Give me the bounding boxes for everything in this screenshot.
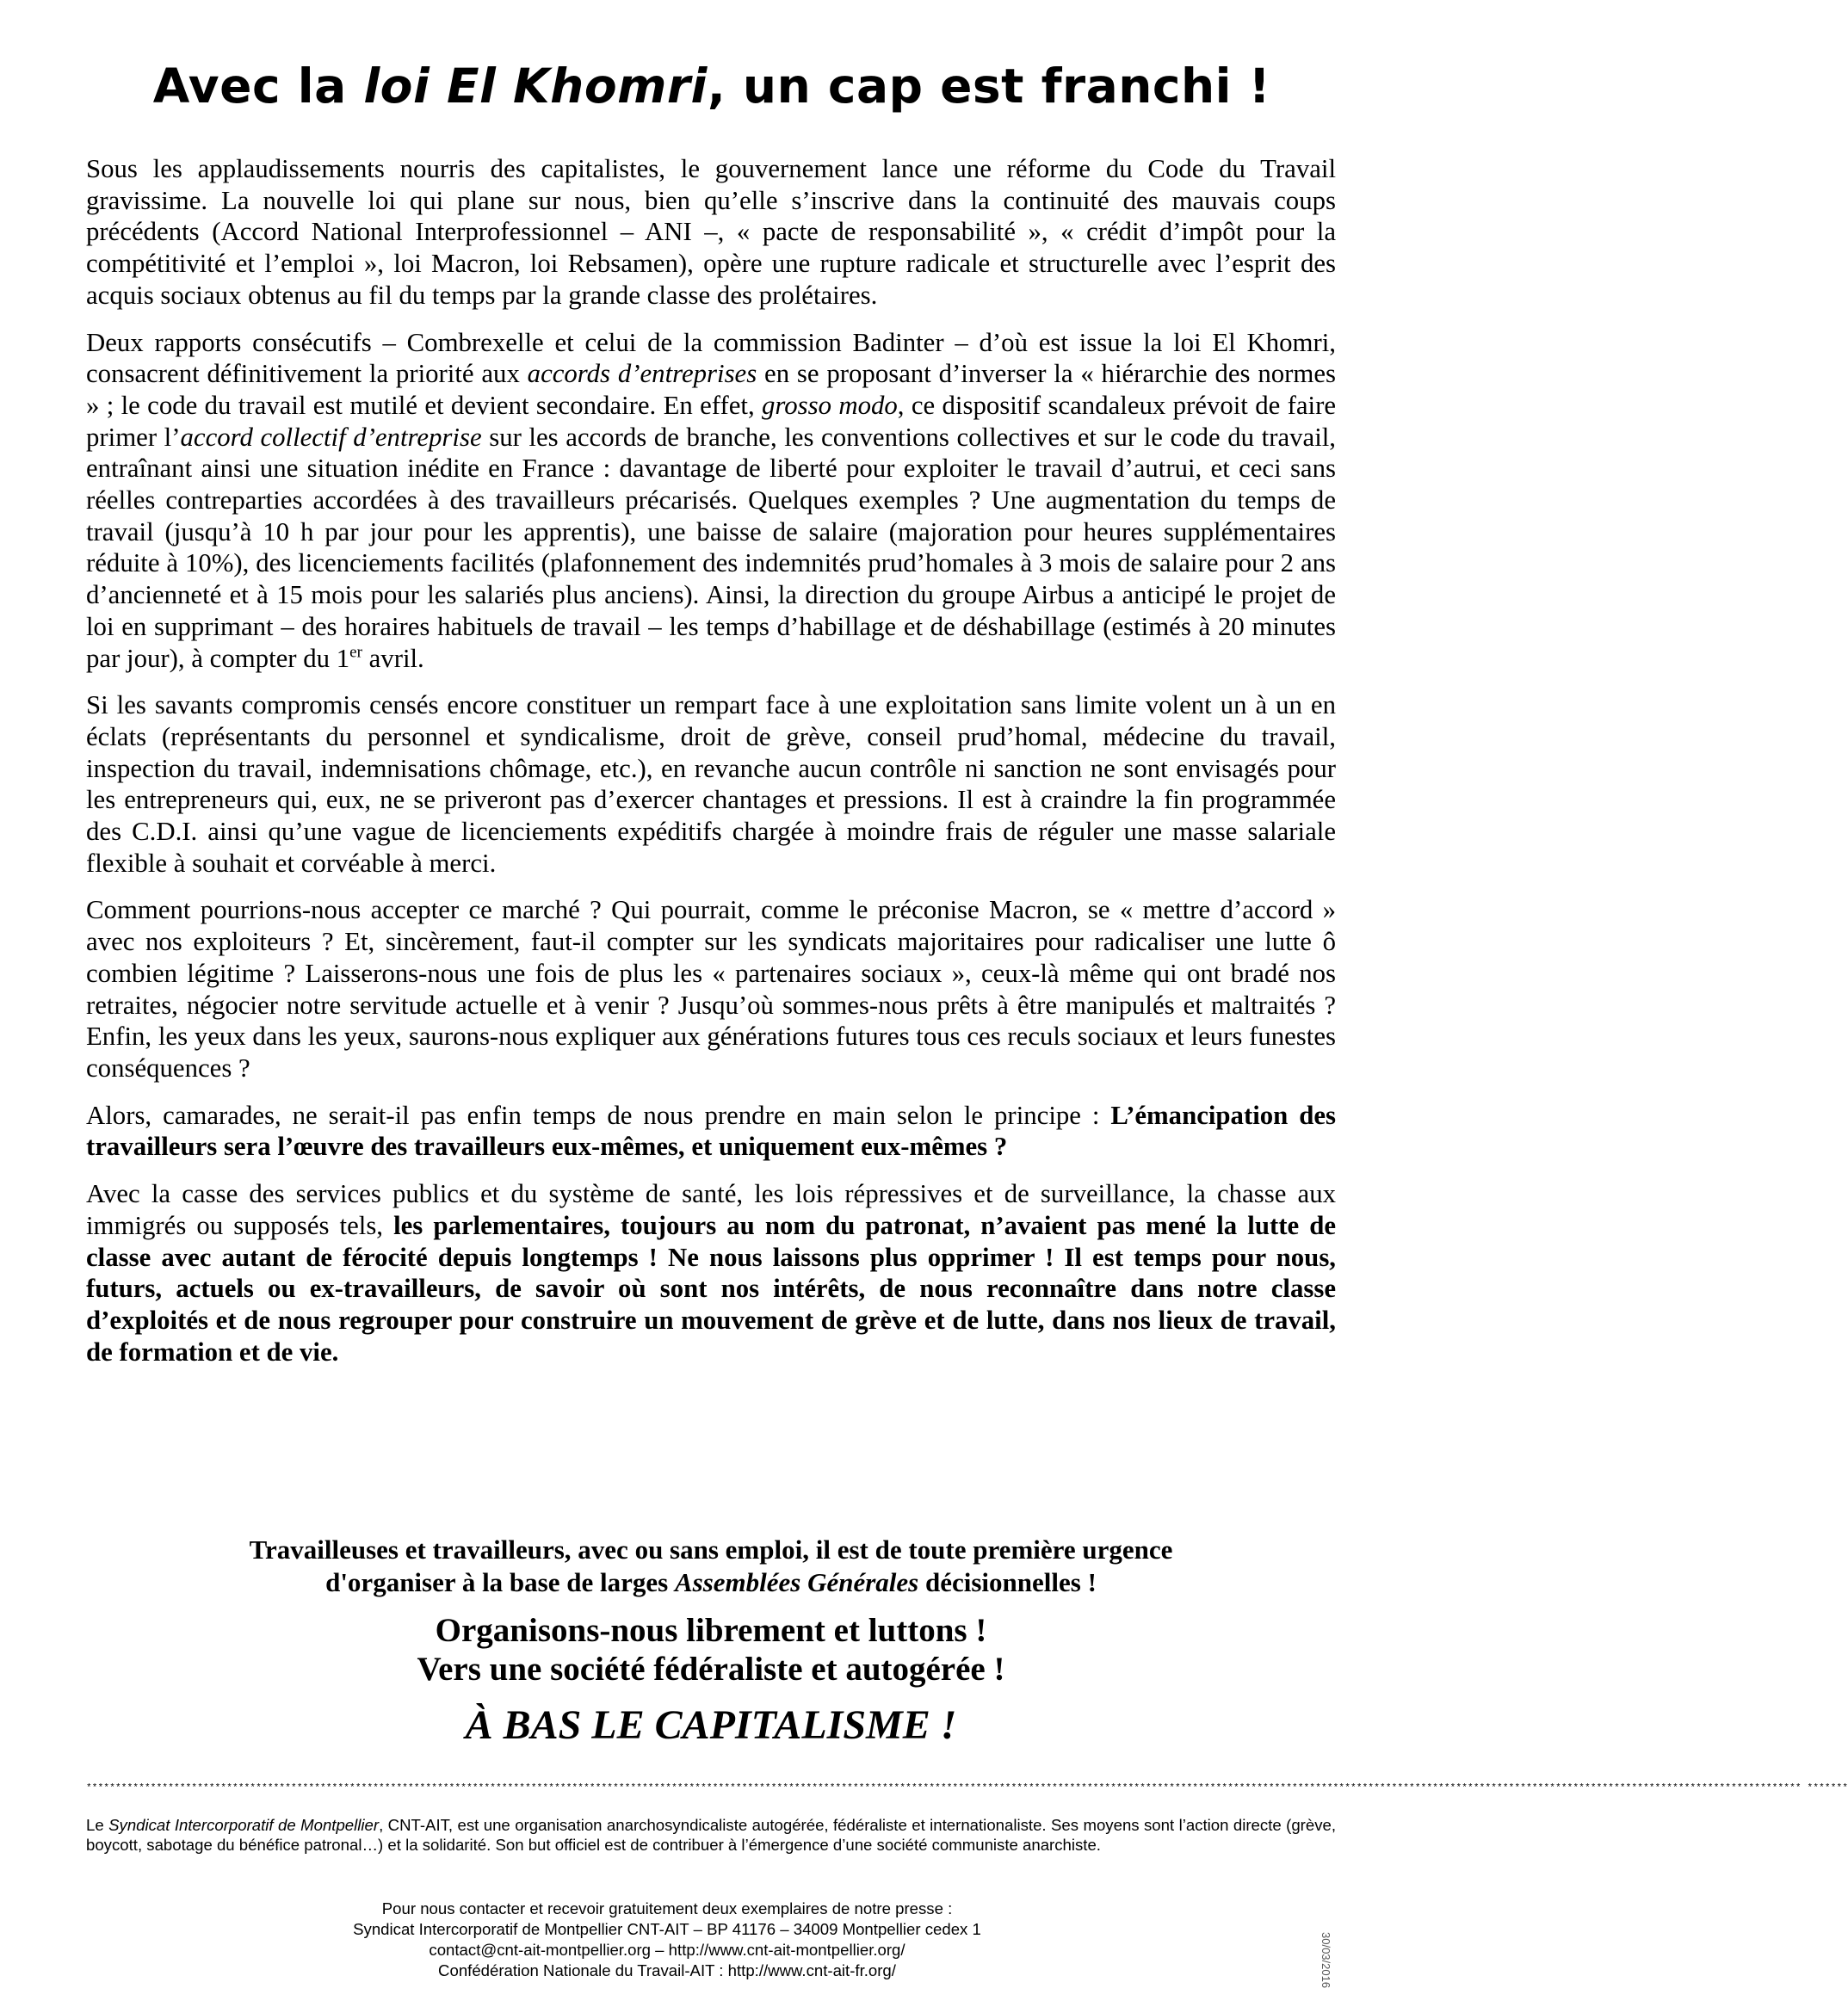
contact-line-1: Pour nous contacter et recevoir gratuitement deux exemplaires de notre presse : [381,1899,953,1917]
call-line-2-a: d'organiser à la base de larges [325,1567,675,1597]
paragraph-6-text: Avec la casse des services publics et du système de santé, les lois répressives et de surveillance, la chasse aux immigrés ou supposés tels, [86,1179,1336,1240]
paragraph-2-emphasis-2: grosso modo [762,390,898,420]
about-emphasis: Syndicat Intercorporatif de Montpellier [108,1816,380,1834]
paragraph-1: Sous les applaudissements nourris des capitalistes, le gouvernement lance une réforme du Code du Travail gravissime. La nouvelle loi qui plane sur nous, bien qu’elle s’inscrive dans la continuité des mauvais coups précédents (Accord National Interprofessionnel – ANI –, « pacte de responsabilité », « crédit d’impôt pour la compétitivité et l’emploi », loi Macron, loi Rebsamen), opère une rupture radicale et structurelle avec l’esprit des acquis sociaux obtenus au fil du temps par la grande classe des prolétaires. [86,154,1336,310]
call-to-action [86,1534,1336,1599]
title-part-1: Avec la [152,59,364,114]
paragraph-2-text-a: Deux rapports consécutifs – Combrexelle et celui de la commission Badinter – d’où est issue la loi El Khomri, consacrent définitivement la priorité aux [86,327,1336,389]
paragraph-2-text-e: , ce dispositif scandaleux prévoit de faire primer l’ [86,390,1336,452]
separator-stars: ***************************************************************************************************************************************************************************************************************************************************************************************************** ******* [86,1783,1848,1794]
paragraph-2-text-i: avril. [362,643,424,673]
paragraph-5-bold: L’émancipation des travailleurs sera l’œuvre des travailleurs eux-mêmes, et uniquement eux-mêmes ? [86,1100,1336,1162]
paragraph-3: Si les savants compromis censés encore constituer un rempart face à une exploitation sans limite volent un à un en éclats (représentants du personnel et syndicalisme, droit de grève, conseil prud’homal, médecine du travail, inspection du travail, indemnisations chômage, etc.), en revanche aucun contrôle ni sanction ne sont envisagés pour les entrepreneurs qui, eux, ne se priveront pas d’exercer chantages et pressions. Il est à craindre la fin programmée des C.D.I. ainsi qu’une vague de licenciements expéditifs chargée à moindre frais de réguler une masse salariale flexible à souhait et corvéable à merci. [86,690,1336,878]
paragraph-2 [86,327,1336,675]
title-part-2: , un cap est franchi ! [707,59,1271,114]
paragraph-2-emphasis-1: accords d’entreprises [527,359,757,389]
paragraph-6 [86,1178,1336,1368]
final-slogan: À BAS LE CAPITALISME ! [465,1702,957,1748]
slogan [86,1611,1336,1689]
call-line-1: Travailleuses et travailleurs, avec ou sans emploi, il est de toute première urgence [249,1534,1173,1565]
paragraph-6-bold: les parlementaires, toujours au nom du patronat, n’avaient pas mené la lutte de classe avec autant de férocité depuis longtemps ! Ne nous laissons plus opprimer ! Il est temps pour nous, futurs, actuels ou ex-travailleurs, de savoir où sont nos intérêts, de nous reconnaître dans notre classe d’exploités et de nous regrouper pour construire un mouvement de grève et de lutte, dans nos lieux de travail, de formation et de vie. [86,1210,1336,1367]
contact-line-2: Syndicat Intercorporatif de Montpellier CNT-AIT – BP 41176 – 34009 Montpellier cedex 1 [353,1920,981,1938]
paragraph-5-text: Alors, camarades, ne serait-il pas enfin temps de nous prendre en main selon le principe : [86,1100,1111,1130]
call-line-2 [86,1566,1336,1599]
contact-line-4: Confédération Nationale du Travail-AIT : http://www.cnt-ait-fr.org/ [438,1961,896,1979]
paragraph-2-emphasis-3: accord collectif d’entreprise [180,422,482,452]
slogan-line-2: Vers une société fédéraliste et autogérée ! [417,1651,1005,1688]
paragraph-5 [86,1100,1336,1163]
call-line-2-emphasis: Assemblées Générales [674,1567,919,1597]
contact-block [198,1899,1136,1981]
paragraph-4: Comment pourrions-nous accepter ce marché ? Qui pourrait, comme le préconise Macron, se « mettre d’accord » avec nos exploiteurs ? Et, sincèrement, faut-il compter sur les syndicats majoritaires pour radicaliser une lutte ô combien légitime ? Laisserons-nous une fois de plus les « partenaires sociaux », ceux-là même qui ont bradé nos retraites, négocier notre servitude actuelle et à venir ? Jusqu’où sommes-nous prêts à être manipulés et maltraités ? Enfin, les yeux dans les yeux, saurons-nous expliquer aux générations futures tous ces reculs sociaux et leurs funestes conséquences ? [86,895,1336,1083]
article-body [86,153,1336,1383]
about-text-a: Le [86,1816,109,1834]
paragraph-2-superscript: er [349,643,362,662]
contact-line-3: contact@cnt-ait-montpellier.org – http://www.cnt-ait-montpellier.org/ [429,1941,905,1959]
print-date: 30/03/2016 [1320,1932,1332,1989]
call-line-2-b: décisionnelles ! [918,1567,1097,1597]
paragraph-2-text-c: en se proposant d’inverser la « hiérarchie des normes » ; le code du travail est mutilé et devient secondaire. En effet, [86,359,1336,420]
title-emphasis: loi El Khomri [363,59,708,114]
paragraph-2-text-g: sur les accords de branche, les conventions collectives et sur le code du travail, entraînant ainsi une situation inédite en France : davantage de liberté pour exploiter le travail d’autrui, et ceci sans réelles contreparties accordées à des travailleurs précarisés. Quelques exemples ? Une augmentation du temps de travail (jusqu’à 10 h par jour pour les apprentis), une baisse de salaire (majoration pour heures supplémentaires réduite à 10%), des licenciements facilités (plafonnement des indemnités prud’homales à 3 mois de salaire pour 2 ans d’ancienneté et à 15 mois pour les salariés plus anciens). Ainsi, la direction du groupe Airbus a anticipé le projet de loi en supprimant – des horaires habituels de travail – les temps d’habillage et de déshabillage (estimés à 20 minutes par jour), à compter du 1 [86,422,1337,673]
organisation-description [86,1816,1336,1855]
slogan-line-1: Organisons-nous librement et luttons ! [435,1612,987,1649]
about-text-c: , CNT-AIT, est une organisation anarchosyndicaliste autogérée, fédéraliste et internationaliste. Ses moyens sont l’action directe (grève, boycott, sabotage du bénéfice patronal…) et la solidarité. Son but officiel est de contribuer à l’émergence d’une société communiste anarchiste. [86,1816,1337,1854]
page-title [86,59,1338,114]
